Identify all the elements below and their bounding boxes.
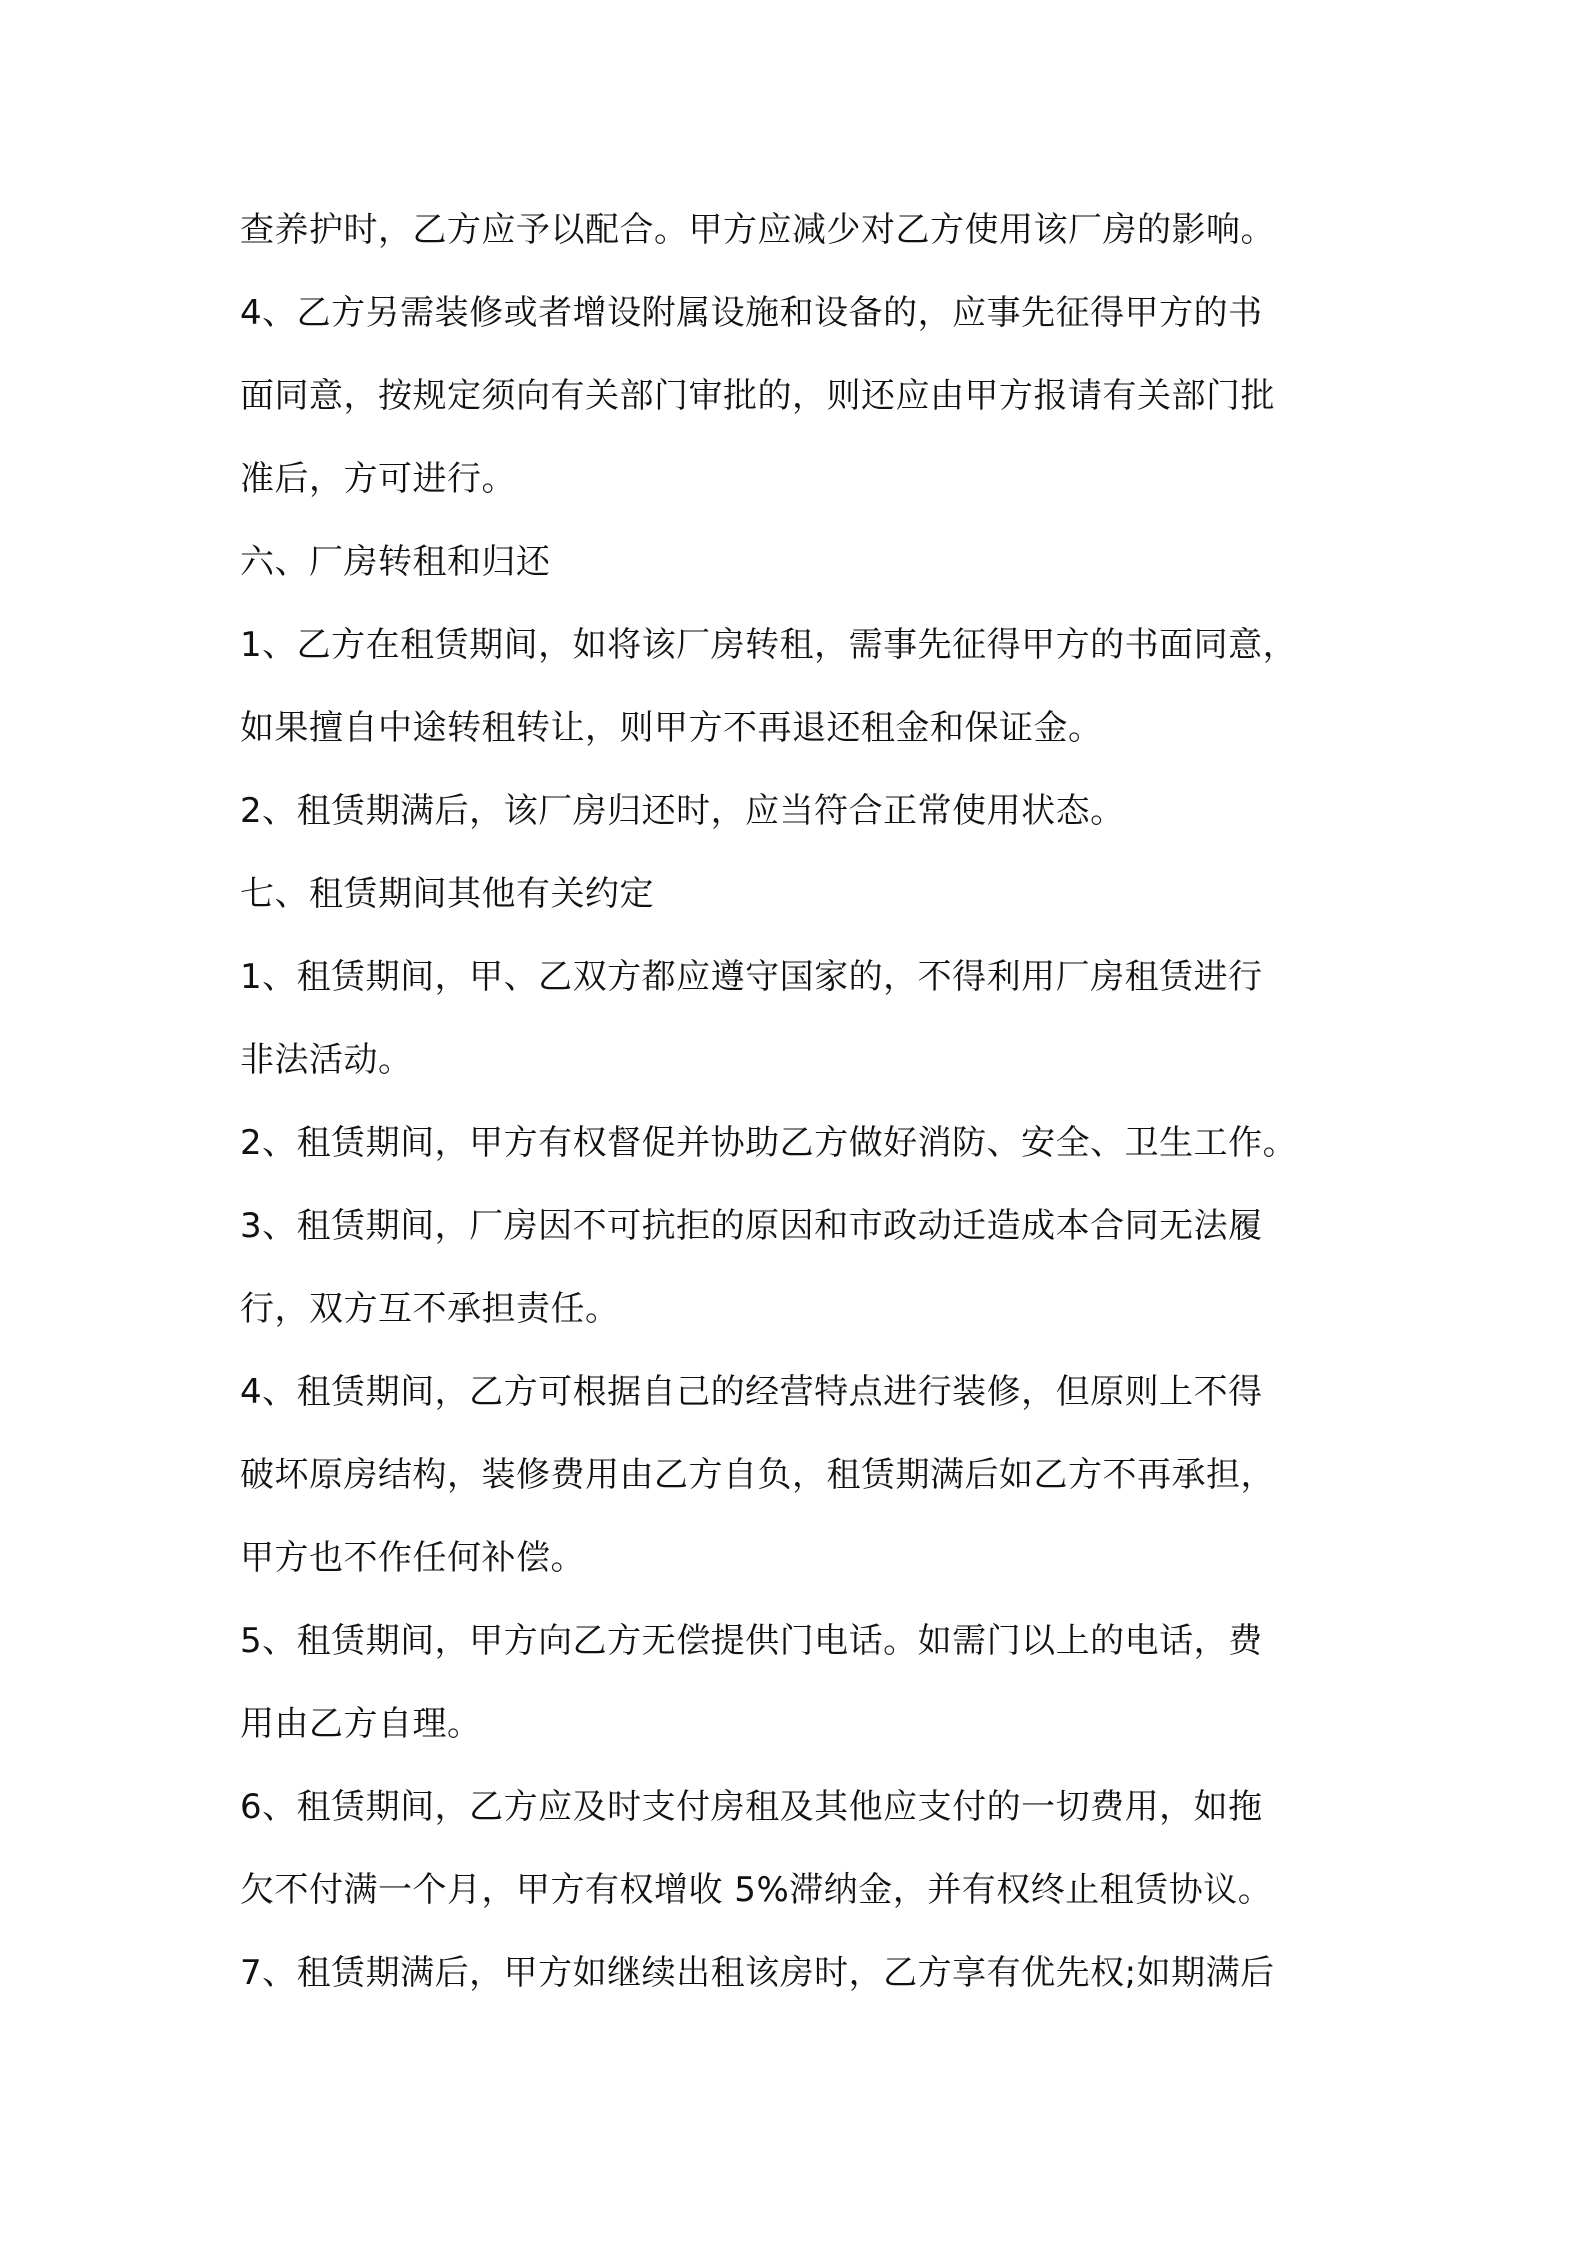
text-line: 破坏原房结构，装修费用由乙方自负，租赁期满后如乙方不再承担， bbox=[240, 1455, 1275, 1495]
text-line: 4、租赁期间，乙方可根据自己的经营特点进行装修，但原则上不得 bbox=[240, 1372, 1263, 1412]
contract-text bbox=[240, 198, 1370, 2024]
section-heading: 七、租赁期间其他有关约定 bbox=[240, 874, 654, 914]
text-line: 7、租赁期满后，甲方如继续出租该房时，乙方享有优先权;如期满后 bbox=[240, 1953, 1275, 1993]
text-line: 查养护时，乙方应予以配合。甲方应减少对乙方使用该厂房的影响。 bbox=[240, 210, 1275, 250]
text-line: 甲方也不作任何补偿。 bbox=[240, 1538, 585, 1578]
text-line: 准后，方可进行。 bbox=[240, 459, 516, 499]
text-line: 非法活动。 bbox=[240, 1040, 413, 1080]
text-line: 面同意，按规定须向有关部门审批的，则还应由甲方报请有关部门批 bbox=[240, 376, 1275, 416]
section-heading: 六、厂房转租和归还 bbox=[240, 542, 551, 582]
text-line: 行，双方互不承担责任。 bbox=[240, 1289, 620, 1329]
text-line: 5、租赁期间，甲方向乙方无偿提供门电话。如需门以上的电话，费 bbox=[240, 1621, 1263, 1661]
text-line: 1、租赁期间，甲、乙双方都应遵守国家的，不得利用厂房租赁进行 bbox=[240, 957, 1263, 997]
text-line: 用由乙方自理。 bbox=[240, 1704, 482, 1744]
text-line: 4、乙方另需装修或者增设附属设施和设备的，应事先征得甲方的书 bbox=[240, 293, 1263, 333]
text-line: 3、租赁期间，厂房因不可抗拒的原因和市政动迁造成本合同无法履 bbox=[240, 1206, 1263, 1246]
text-line: 如果擅自中途转租转让，则甲方不再退还租金和保证金。 bbox=[240, 708, 1103, 748]
text-line: 2、租赁期满后，该厂房归还时，应当符合正常使用状态。 bbox=[240, 791, 1125, 831]
text-line: 2、租赁期间，甲方有权督促并协助乙方做好消防、安全、卫生工作。 bbox=[240, 1123, 1298, 1163]
text-line: 欠不付满一个月，甲方有权增收 5%滞纳金，并有权终止租赁协议。 bbox=[240, 1870, 1273, 1910]
text-line: 1、乙方在租赁期间，如将该厂房转租，需事先征得甲方的书面同意， bbox=[240, 625, 1298, 665]
text-line: 6、租赁期间，乙方应及时支付房租及其他应支付的一切费用，如拖 bbox=[240, 1787, 1263, 1827]
